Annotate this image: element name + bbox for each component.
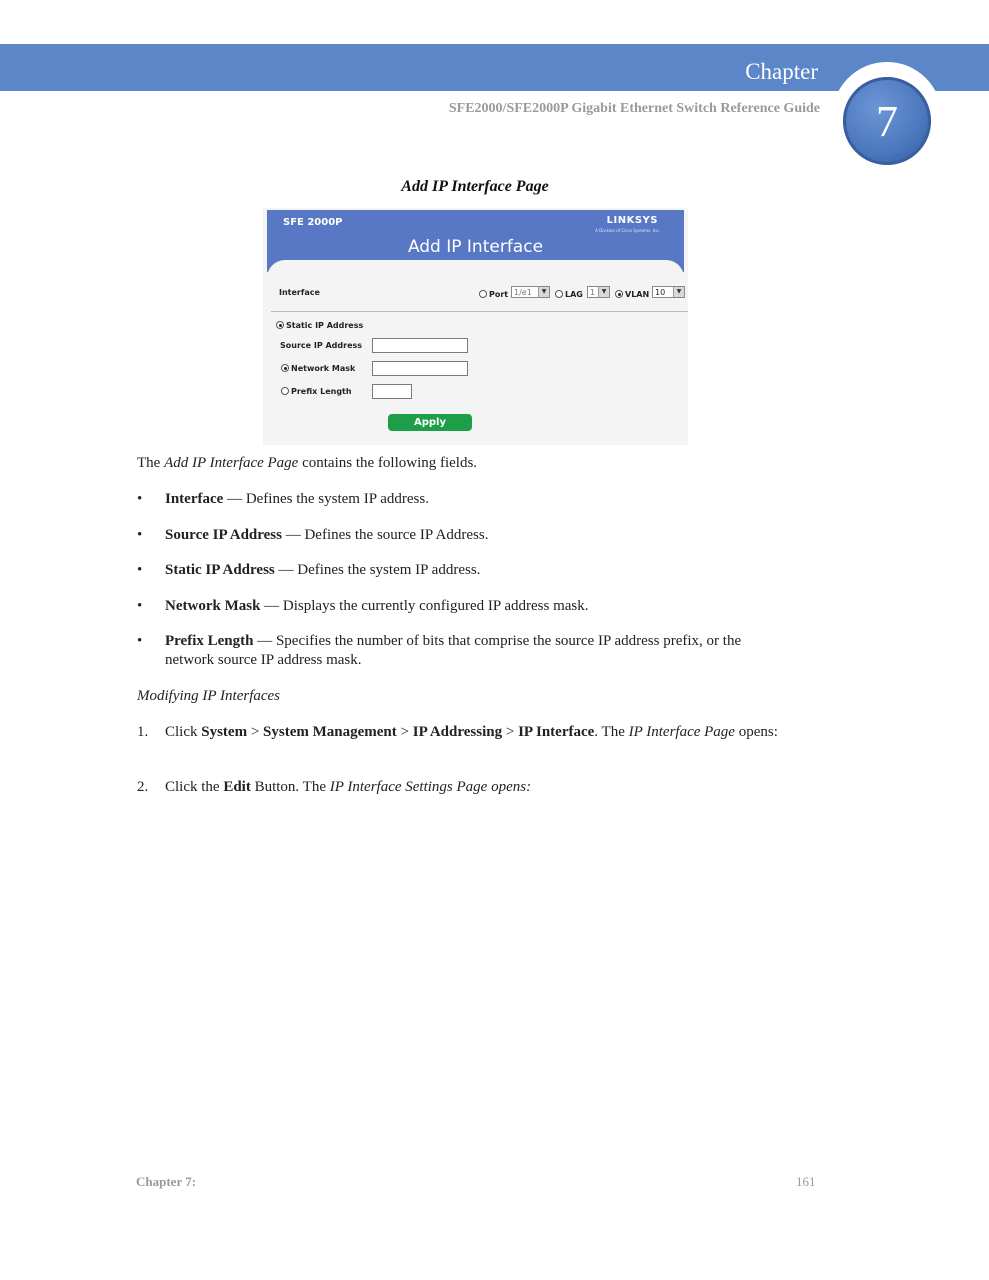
- section-heading: [137, 688, 280, 705]
- field-separator: —: [281, 527, 305, 543]
- ui-body-panel: [267, 260, 684, 442]
- vlan-label: VLAN: [625, 290, 650, 299]
- field-item: [137, 490, 797, 509]
- guide-title: SFE2000/SFE2000P Gigabit Ethernet Switch Reference Guide: [448, 101, 820, 116]
- source-ip-input[interactable]: [372, 338, 468, 353]
- port-radio-group[interactable]: [479, 290, 508, 299]
- bullet-icon: •: [137, 562, 143, 578]
- intro-text: The: [137, 455, 165, 471]
- chevron-down-icon[interactable]: ▼: [598, 287, 609, 297]
- step-item: [137, 723, 797, 742]
- vlan-radio-icon[interactable]: [615, 290, 623, 298]
- edit-button-name: Edit: [223, 779, 251, 795]
- step-text: . The: [594, 724, 629, 740]
- source-ip-label: Source IP Address: [280, 341, 363, 350]
- vlan-select-value: 10: [655, 288, 666, 297]
- field-separator: —: [253, 633, 276, 649]
- prefix-length-radio-group[interactable]: [281, 387, 352, 396]
- path-separator: >: [396, 724, 413, 740]
- field-item: [137, 632, 787, 670]
- intro-text-end: contains the following fields.: [298, 455, 478, 471]
- bullet-icon: •: [137, 491, 143, 507]
- lag-select[interactable]: [587, 286, 610, 298]
- step-text: Button. The: [250, 779, 330, 795]
- chapter-header-band: [0, 44, 989, 91]
- field-description: Displays the currently configured IP address mask.: [282, 598, 589, 614]
- port-radio-icon[interactable]: [479, 290, 487, 298]
- field-separator: —: [274, 562, 298, 578]
- ui-divider: [271, 311, 688, 312]
- footer-page-number: 161: [796, 1174, 816, 1189]
- intro-page-name: Add IP Interface Page: [164, 455, 299, 471]
- step-number: 1.: [137, 724, 149, 740]
- field-item: [137, 526, 797, 545]
- vlan-radio-group[interactable]: [615, 290, 649, 299]
- step-text: Click the: [165, 779, 224, 795]
- field-separator: —: [260, 598, 283, 614]
- bullet-icon: •: [137, 527, 143, 543]
- interface-label: Interface: [279, 288, 320, 297]
- field-description: Defines the system IP address.: [297, 562, 481, 578]
- menu-path-ip-interface: IP Interface: [518, 724, 595, 740]
- chapter-number-badge: [843, 77, 931, 165]
- field-description: Defines the source IP Address.: [304, 527, 489, 543]
- menu-path-system-management: System Management: [263, 724, 397, 740]
- ui-model-label: SFE 2000P: [283, 217, 343, 228]
- intro-paragraph: [137, 455, 477, 472]
- field-item: [137, 561, 797, 580]
- prefix-length-label: Prefix Length: [291, 387, 352, 396]
- lag-radio-icon[interactable]: [555, 290, 563, 298]
- step-text: Click: [165, 724, 202, 740]
- menu-path-ip-addressing: IP Addressing: [412, 724, 503, 740]
- menu-path-system: System: [201, 724, 248, 740]
- step-page-name: IP Interface Settings Page opens:: [329, 779, 532, 795]
- static-ip-radio-group[interactable]: [276, 321, 363, 330]
- footer-chapter: Chapter 7:: [136, 1174, 197, 1189]
- chevron-down-icon[interactable]: ▼: [673, 287, 684, 297]
- network-mask-input[interactable]: [372, 361, 468, 376]
- apply-button[interactable]: Apply: [388, 414, 472, 431]
- chevron-down-icon[interactable]: ▼: [538, 287, 549, 297]
- lag-radio-group[interactable]: [555, 290, 583, 299]
- field-description: Defines the system IP address.: [245, 491, 429, 507]
- lag-select-value: 1: [590, 288, 596, 297]
- port-label: Port: [489, 290, 509, 299]
- field-description: Specifies the number of bits that comprise the source IP address prefix, or the network source IP address mask.: [165, 633, 742, 668]
- add-ip-interface-screenshot: [263, 208, 688, 445]
- prefix-length-input[interactable]: [372, 384, 412, 399]
- ui-page-title: Add IP Interface: [407, 237, 544, 257]
- field-term: Interface: [165, 491, 224, 507]
- port-select[interactable]: [511, 286, 550, 298]
- linksys-logo-subtitle: A Division of Cisco Systems, Inc.: [595, 228, 660, 233]
- field-term: Prefix Length: [165, 633, 254, 649]
- network-mask-radio-icon[interactable]: [281, 364, 289, 372]
- section-heading-text: Modifying IP Interfaces: [137, 688, 281, 704]
- static-ip-label: Static IP Address: [286, 321, 364, 330]
- lag-label: LAG: [565, 290, 583, 299]
- chapter-number: 7: [876, 96, 898, 146]
- prefix-length-radio-icon[interactable]: [281, 387, 289, 395]
- static-ip-radio-icon[interactable]: [276, 321, 284, 329]
- vlan-select[interactable]: [652, 286, 685, 298]
- field-term: Source IP Address: [165, 527, 282, 543]
- path-separator: >: [502, 724, 519, 740]
- figure-caption: Add IP Interface Page: [401, 178, 549, 195]
- network-mask-radio-group[interactable]: [281, 364, 355, 373]
- field-separator: —: [223, 491, 246, 507]
- bullet-icon: •: [137, 633, 143, 649]
- step-page-name: IP Interface Page: [628, 724, 735, 740]
- bullet-icon: •: [137, 598, 143, 614]
- field-term: Network Mask: [165, 598, 261, 614]
- port-select-value: 1/e1: [514, 288, 532, 297]
- chapter-word: Chapter: [745, 59, 818, 84]
- linksys-logo: LINKSYS: [606, 215, 658, 226]
- path-separator: >: [247, 724, 264, 740]
- step-text-end: opens:: [734, 724, 778, 740]
- network-mask-label: Network Mask: [291, 364, 356, 373]
- field-item: [137, 597, 797, 616]
- field-term: Static IP Address: [165, 562, 275, 578]
- step-number: 2.: [137, 779, 149, 795]
- step-item: [137, 778, 797, 797]
